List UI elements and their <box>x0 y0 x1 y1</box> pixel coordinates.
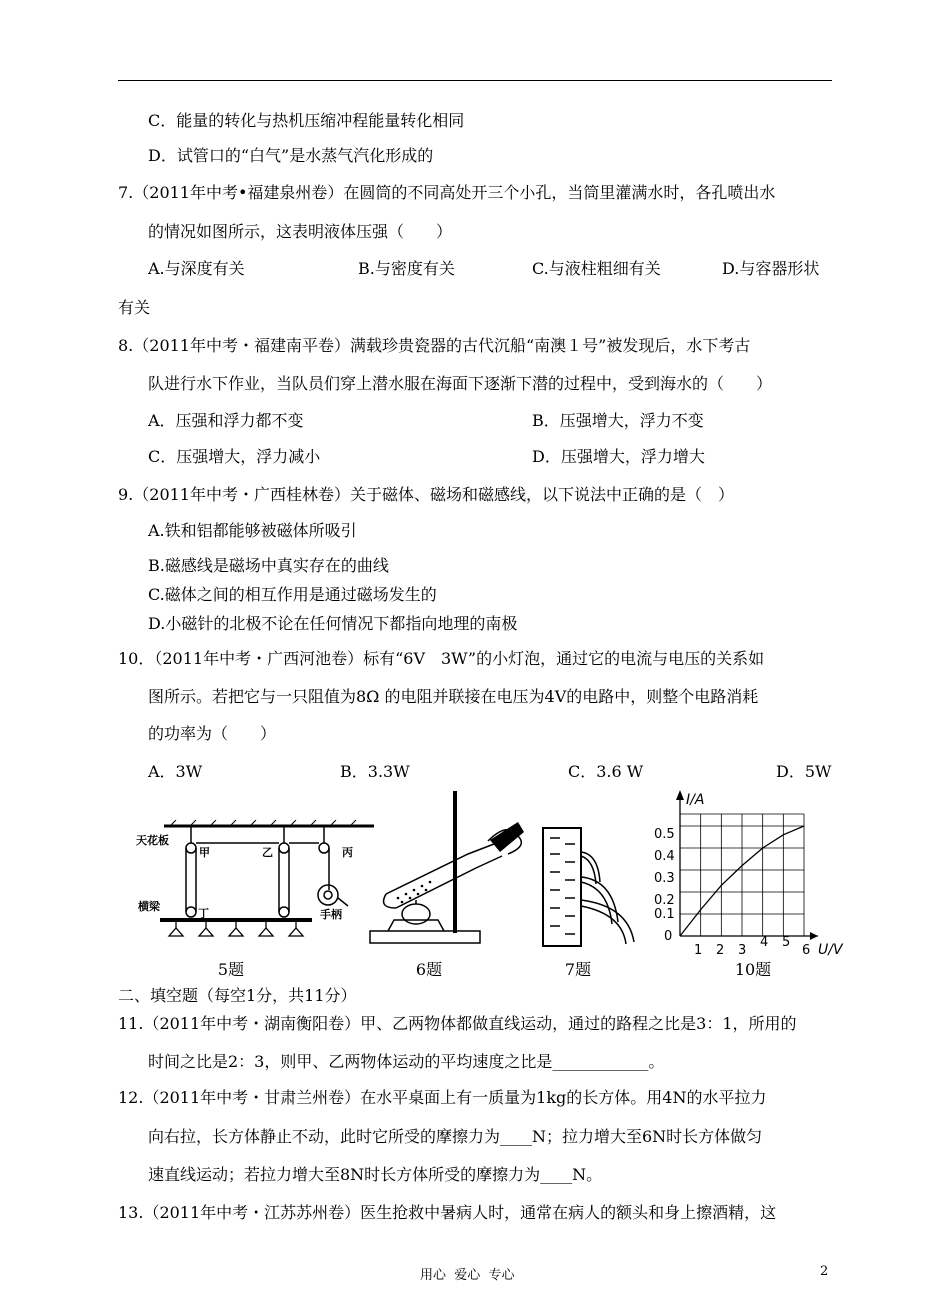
label-beam: 横梁 <box>138 900 160 913</box>
label-yi: 乙 <box>262 846 273 859</box>
figure-7-water-cylinder <box>538 822 638 952</box>
q9-option-b: B.磁感线是磁场中真实存在的曲线 <box>148 556 389 575</box>
q6-option-c: C．能量的转化与热机压缩冲程能量转化相同 <box>148 111 465 130</box>
q8-option-a: A．压强和浮力都不变 <box>148 411 304 430</box>
q7-option-d: D.与容器形状 <box>722 259 820 278</box>
q10-option-b: B．3.3W <box>340 762 410 781</box>
x-tick-1: 1 <box>694 943 703 958</box>
y-tick-0.4: 0.4 <box>654 849 675 864</box>
q6-option-d: D．试管口的“白气”是水蒸气汽化形成的 <box>148 146 434 165</box>
q9-option-a: A.铁和铝都能够被磁体所吸引 <box>148 521 357 540</box>
label-ceiling: 天花板 <box>136 834 169 847</box>
q10-option-d: D．5W <box>776 762 832 781</box>
section-fill-in-heading: 二、填空题（每空1分，共11分） <box>118 986 357 1005</box>
q7-stem-1: 7.（2011年中考•福建泉州卷）在圆筒的不同高处开三个小孔，当筒里灌满水时，各孔喷出水 <box>118 183 776 202</box>
y-tick-0.5: 0.5 <box>654 827 675 842</box>
y-tick-0.1: 0.1 <box>654 907 675 922</box>
y-tick-0.2: 0.2 <box>654 893 675 908</box>
y-axis-arrow <box>676 790 684 800</box>
x-tick-2: 2 <box>716 943 725 958</box>
q8-stem-1: 8.（2011年中考・福建南平卷）满载珍贵瓷器的古代沉船“南澳１号”被发现后，水下考古 <box>118 336 751 355</box>
caption-fig10: 10题 <box>734 960 772 979</box>
q12-stem-1: 12.（2011年中考・甘肃兰州卷）在水平桌面上有一质量为1kg的长方体。用4N的水平拉力 <box>118 1088 767 1107</box>
q9-option-c: C.磁体之间的相互作用是通过磁场发生的 <box>148 585 437 604</box>
q8-option-b: B．压强增大，浮力不变 <box>532 411 704 430</box>
q9-stem: 9.（2011年中考・广西桂林卷）关于磁体、磁场和磁感线，以下说法中正确的是（ ） <box>118 485 734 504</box>
figure-5-pulley <box>136 820 376 950</box>
q13-stem-1: 13.（2011年中考・江苏苏州卷）医生抢救中暑病人时，通常在病人的额头和身上擦酒精，这 <box>118 1203 777 1222</box>
q10-stem-3: 的功率为（ ） <box>148 724 277 743</box>
q12-stem-3: 速直线运动；若拉力增大至8N时长方体所受的摩擦力为____N。 <box>148 1165 603 1184</box>
x-tick-3: 3 <box>738 943 747 958</box>
q7-stem-2: 的情况如图所示，这表明液体压强（ ） <box>148 222 453 241</box>
page-number: 2 <box>820 1264 829 1279</box>
x-axis-arrow <box>810 932 818 940</box>
caption-fig5: 5题 <box>217 960 245 979</box>
y-axis-label: I/A <box>686 792 705 808</box>
q9-option-d: D.小磁针的北极不论在任何情况下都指向地理的南极 <box>148 614 518 633</box>
label-ding: 丁 <box>198 907 209 920</box>
q7-option-c: C.与液柱粗细有关 <box>532 259 661 278</box>
y-tick-0.3: 0.3 <box>654 871 675 886</box>
q10-stem-2: 图所示。若把它与一只阻值为8Ω 的电阻并联接在电压为4V的电路中，则整个电路消耗 <box>148 687 759 706</box>
y-tick-0: 0 <box>664 929 673 944</box>
footer-motto: 用心 爱心 专心 <box>420 1268 515 1283</box>
q8-option-c: C．压强增大，浮力减小 <box>148 447 321 466</box>
figure-6-test-tube <box>368 786 528 951</box>
header-rule <box>118 80 832 81</box>
q10-option-a: A．3W <box>148 762 203 781</box>
label-handle: 手柄 <box>320 908 342 921</box>
x-tick-6: 6 <box>802 943 811 958</box>
q12-stem-2: 向右拉，长方体静止不动，此时它所受的摩擦力为____N；拉力增大至6N时长方体做匀 <box>148 1127 763 1146</box>
q8-option-d: D．压强增大，浮力增大 <box>532 447 705 466</box>
q7-option-b: B.与密度有关 <box>358 259 455 278</box>
q11-stem-2: 时间之比是2：3，则甲、乙两物体运动的平均速度之比是____________。 <box>148 1052 665 1071</box>
label-jia: 甲 <box>199 846 210 859</box>
q8-stem-2: 队进行水下作业，当队员们穿上潜水服在海面下逐渐下潜的过程中，受到海水的（ ） <box>148 374 773 393</box>
label-bing: 丙 <box>342 846 353 859</box>
x-tick-4: 4 <box>760 935 769 950</box>
q7-option-d-cont: 有关 <box>118 298 151 317</box>
q7-option-a: A.与深度有关 <box>148 259 245 278</box>
q10-option-c: C．3.6 W <box>568 762 644 781</box>
x-tick-5: 5 <box>782 935 791 950</box>
figure-10-iv-chart <box>650 786 850 966</box>
q10-stem-1: 10．（2011年中考・广西河池卷）标有“6V 3W”的小灯泡，通过它的电流与电压的关系如 <box>118 649 765 668</box>
x-axis-label: U/V <box>818 942 843 958</box>
caption-fig7: 7题 <box>564 960 592 979</box>
caption-fig6: 6题 <box>415 960 443 979</box>
q11-stem-1: 11.（2011年中考・湖南衡阳卷）甲、乙两物体都做直线运动，通过的路程之比是3：1，所用的 <box>118 1014 797 1033</box>
